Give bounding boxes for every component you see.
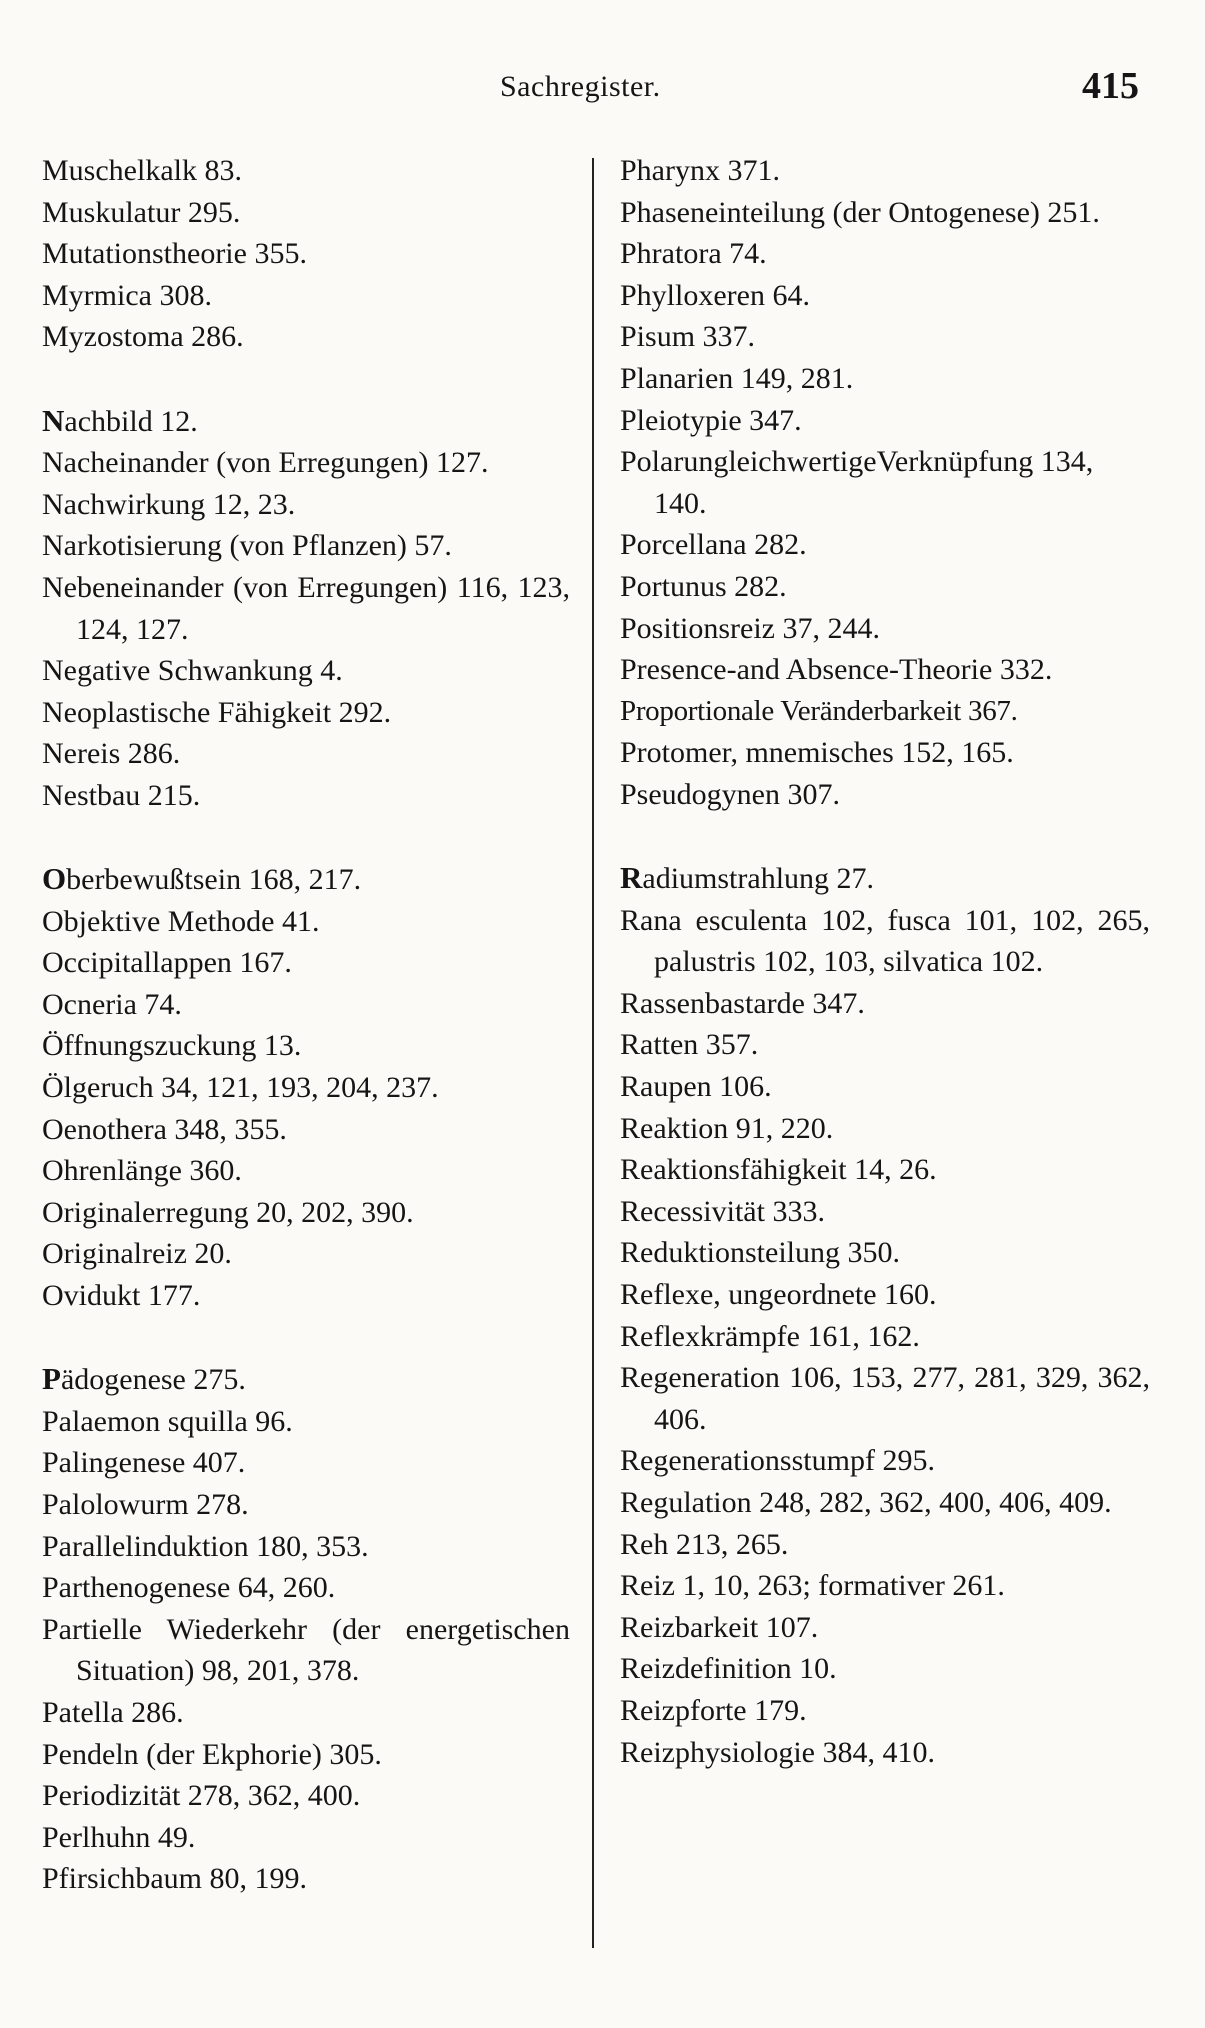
index-entry: Presence-and Absence-Theorie 332.	[620, 653, 1053, 687]
index-entry: Portunus 282.	[620, 569, 787, 603]
index-entry: Reizbarkeit 107.	[620, 1610, 819, 1644]
index-entry: Protomer, mnemisches 152, 165.	[620, 736, 1014, 770]
section-gap	[42, 817, 570, 859]
index-entry: Pfirsichbaum 80, 199.	[42, 1862, 307, 1896]
section-initial: O	[42, 861, 67, 897]
index-entry: Planarien 149, 281.	[620, 361, 854, 395]
index-entry: Objektive Methode 41.	[42, 904, 320, 938]
index-entry: Pharynx 371.	[620, 154, 780, 187]
index-entry: Reflexkrämpfe 161, 162.	[620, 1319, 920, 1353]
index-entry: Phylloxeren 64.	[620, 278, 810, 312]
index-entry: Porcellana 282.	[620, 528, 807, 562]
index-entry: Reizdefinition 10.	[620, 1652, 837, 1686]
column-divider	[592, 158, 594, 1948]
index-entry: Reduktionsteilung 350.	[620, 1236, 900, 1270]
index-entry: Pisum 337.	[620, 320, 756, 354]
index-entry: Reizpforte 179.	[620, 1693, 807, 1727]
running-head	[0, 64, 1205, 114]
index-entry: Reh 213, 265.	[620, 1527, 789, 1561]
index-entry: Mutationstheorie 355.	[42, 237, 307, 271]
index-entry: Partielle Wiederkehr (der energetischen Situation) 98, 201, 378.	[42, 1612, 570, 1688]
running-title: Sachregister.	[500, 70, 661, 103]
index-entry: Narkotisierung (von Pflanzen) 57.	[42, 529, 452, 563]
index-entry: Nebeneinander (von Erregungen) 116, 123, 124, 127.	[42, 570, 570, 646]
index-entry: Nacheinander (von Erregungen) 127.	[42, 446, 489, 480]
index-entry: Negative Schwankung 4.	[42, 654, 343, 688]
index-entry: Ovidukt 177.	[42, 1279, 201, 1313]
index-entry: Periodizität 278, 362, 400.	[42, 1779, 361, 1813]
index-entry-section-start	[42, 400, 570, 443]
index-entry: Reiz 1, 10, 263; formativer 261.	[620, 1569, 1005, 1603]
index-entry: Ohrenlänge 360.	[42, 1154, 242, 1188]
index-entry: Phratora 74.	[620, 237, 767, 271]
index-column-right	[620, 150, 1150, 1773]
index-entry: Parallelinduktion 180, 353.	[42, 1529, 369, 1563]
index-entry: Reaktionsfähigkeit 14, 26.	[620, 1153, 937, 1187]
index-entry: Palaemon squilla 96.	[42, 1404, 293, 1438]
index-column-left	[42, 150, 570, 1900]
index-entry-section-start	[42, 858, 570, 901]
index-entry: Ölgeruch 34, 121, 193, 204, 237.	[42, 1071, 439, 1105]
index-entry: Oenothera 348, 355.	[42, 1112, 287, 1146]
index-entry-section-start	[620, 857, 1150, 900]
index-entry: Regenerationsstumpf 295.	[620, 1444, 935, 1478]
entry-text: achbild 12.	[64, 404, 198, 438]
page-number: 415	[1082, 65, 1139, 107]
index-entry: Phaseneinteilung (der Ontogenese) 251.	[620, 195, 1100, 229]
index-entry: Parthenogenese 64, 260.	[42, 1571, 336, 1605]
entry-text: berbewußtsein 168, 217.	[66, 863, 362, 897]
index-entry: Neoplastische Fähigkeit 292.	[42, 695, 392, 729]
entry-text: ädogenese 275.	[60, 1363, 246, 1397]
index-entry: PolarungleichwertigeVerknüpfung 134, 140.	[620, 445, 1094, 520]
index-entry: Proportionale Veränderbarkeit 367.	[620, 694, 1018, 727]
index-entry: Öffnungszuckung 13.	[42, 1029, 302, 1063]
index-entry: Raupen 106.	[620, 1070, 772, 1104]
index-entry: Occipitallappen 167.	[42, 946, 292, 980]
index-entry-section-start	[42, 1358, 570, 1401]
index-entry: Regeneration 106, 153, 277, 281, 329, 362, 406.	[620, 1361, 1150, 1436]
section-initial: P	[42, 1361, 61, 1397]
index-entry: Reflexe, ungeordnete 160.	[620, 1278, 937, 1312]
index-entry: Patella 286.	[42, 1695, 184, 1729]
section-gap	[42, 1317, 570, 1359]
index-entry: Rassenbastarde 347.	[620, 986, 865, 1020]
index-entry: Reaktion 91, 220.	[620, 1111, 834, 1145]
section-gap	[42, 358, 570, 400]
index-entry: Myzostoma 286.	[42, 320, 244, 354]
entry-text: adiumstrahlung 27.	[642, 862, 875, 896]
index-entry: Pleiotypie 347.	[620, 403, 802, 437]
index-entry: Myrmica 308.	[42, 278, 212, 312]
index-entry: Regulation 248, 282, 362, 400, 406, 409.	[620, 1486, 1112, 1519]
index-entry: Ocneria 74.	[42, 987, 182, 1021]
index-entry: Recessivität 333.	[620, 1194, 825, 1228]
index-entry: Palolowurm 278.	[42, 1488, 249, 1521]
index-entry: Ratten 357.	[620, 1028, 759, 1062]
index-entry: Palingenese 407.	[42, 1446, 246, 1480]
index-entry: Nereis 286.	[42, 737, 181, 771]
section-gap	[620, 816, 1150, 858]
index-entry: Pendeln (der Ekphorie) 305.	[42, 1737, 382, 1771]
index-entry: Perlhuhn 49.	[42, 1820, 196, 1854]
index-entry: Originalerregung 20, 202, 390.	[42, 1195, 414, 1229]
section-initial: N	[42, 402, 65, 438]
index-entry: Pseudogynen 307.	[620, 777, 840, 811]
index-entry: Reizphysiologie 384, 410.	[620, 1735, 935, 1769]
index-entry: Originalreiz 20.	[42, 1237, 232, 1271]
index-entry: Nestbau 215.	[42, 778, 201, 812]
index-entry: Rana esculenta 102, fusca 101, 102, 265, palustris 102, 103, silvatica 102.	[620, 903, 1150, 979]
section-initial: R	[620, 860, 643, 896]
index-entry: Nachwirkung 12, 23.	[42, 487, 296, 521]
index-entry: Muskulatur 295.	[42, 195, 241, 229]
index-entry: Positionsreiz 37, 244.	[620, 611, 880, 645]
index-entry: Muschelkalk 83.	[42, 154, 242, 187]
